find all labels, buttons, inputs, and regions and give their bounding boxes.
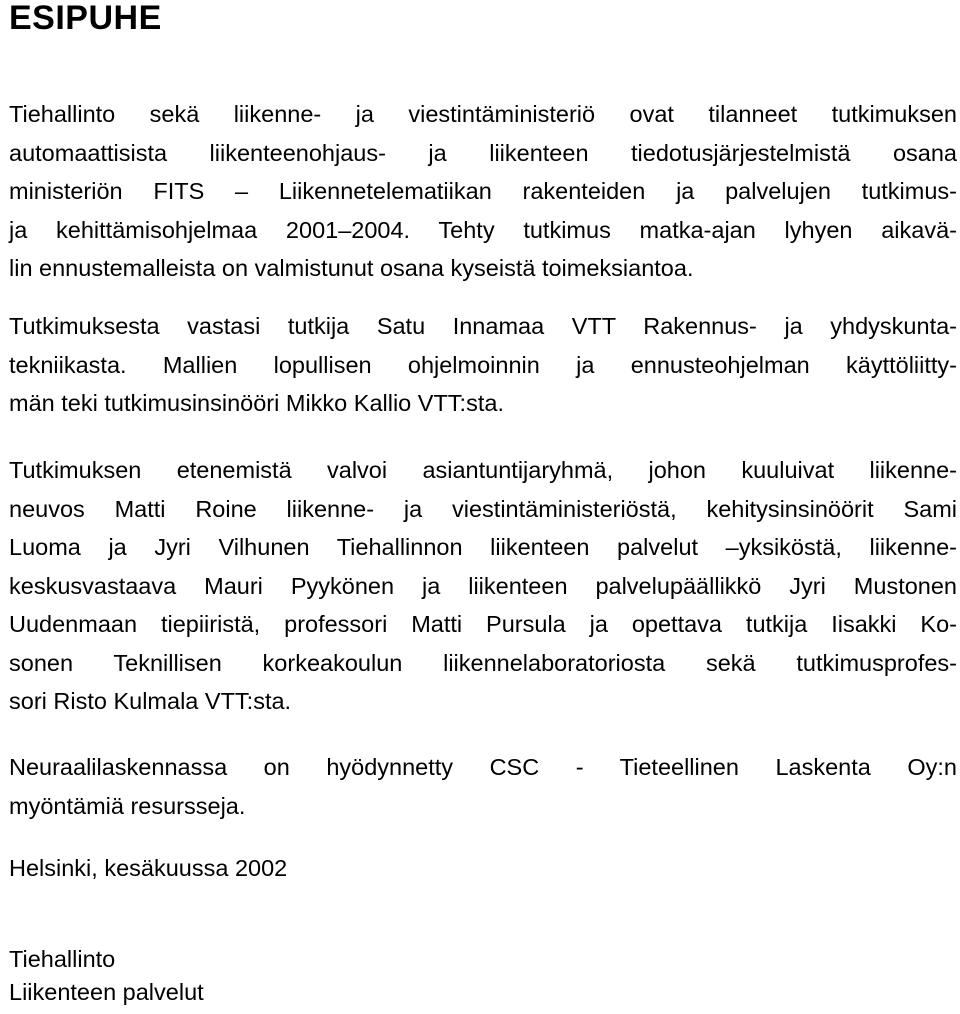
paragraph-authors xyxy=(9,307,957,423)
text-line: ja kehittämisohjelmaa 2001–2004. Tehty tutkimus matka-ajan lyhyen aikavä- xyxy=(9,216,957,243)
signature-organization: Tiehallinto xyxy=(9,946,116,972)
text-line: Tiehallinto sekä liikenne- ja viestintäministeriö ovat tilanneet tutkimuksen xyxy=(9,101,957,127)
text-line: Helsinki, kesäkuussa 2002 xyxy=(9,855,288,881)
text-line: neuvos Matti Roine liikenne- ja viestintäministeriöstä, kehitysinsinöörit Sami xyxy=(9,495,957,522)
text-line: Uudenmaan tiepiiristä, professori Matti Pursula ja opettava tutkija Iisakki Ko- xyxy=(9,611,957,637)
text-line: Neuraalilaskennassa on hyödynnetty CSC - Tieteellinen Laskenta Oy:n xyxy=(9,754,957,780)
text-line: Luoma ja Jyri Vilhunen Tiehallinnon liikenteen palvelut –yksiköstä, liikenne- xyxy=(9,534,957,560)
text-line: ministeriön FITS – Liikennetelematiikan rakenteiden ja palvelujen tutkimus- xyxy=(9,178,957,204)
text-line: tekniikasta. Mallien lopullisen ohjelmoinnin ja ennusteohjelman käyttöliitty- xyxy=(9,351,957,378)
place-and-date xyxy=(9,849,957,888)
paragraph-steering-group xyxy=(9,451,957,721)
text-line: män teki tutkimusinsinööri Mikko Kallio VTT:sta. xyxy=(9,390,504,416)
paragraph-resources xyxy=(9,748,957,825)
text-line: myöntämiä resursseja. xyxy=(9,792,246,819)
text-line: Tutkimuksesta vastasi tutkija Satu Innamaa VTT Rakennus- ja yhdyskunta- xyxy=(9,313,957,339)
signature-unit: Liikenteen palvelut xyxy=(9,979,204,1005)
text-line: Tutkimuksen etenemistä valvoi asiantuntijaryhmä, johon kuuluivat liikenne- xyxy=(9,457,957,483)
text-line: automaattisista liikenteenohjaus- ja liikenteen tiedotusjärjestelmistä osana xyxy=(9,139,957,166)
paragraph-commission xyxy=(9,95,957,288)
text-line: lin ennustemalleista on valmistunut osana kyseistä toimeksiantoa. xyxy=(9,255,694,281)
text-line: keskusvastaava Mauri Pyykönen ja liikenteen palvelupäällikkö Jyri Mustonen xyxy=(9,572,957,599)
signature-block xyxy=(9,943,957,1009)
text-line: sori Risto Kulmala VTT:sta. xyxy=(9,688,292,714)
text-line: sonen Teknillisen korkeakoulun liikennelaboratoriosta sekä tutkimusprofes- xyxy=(9,649,957,676)
page-title: ESIPUHE xyxy=(9,0,162,37)
